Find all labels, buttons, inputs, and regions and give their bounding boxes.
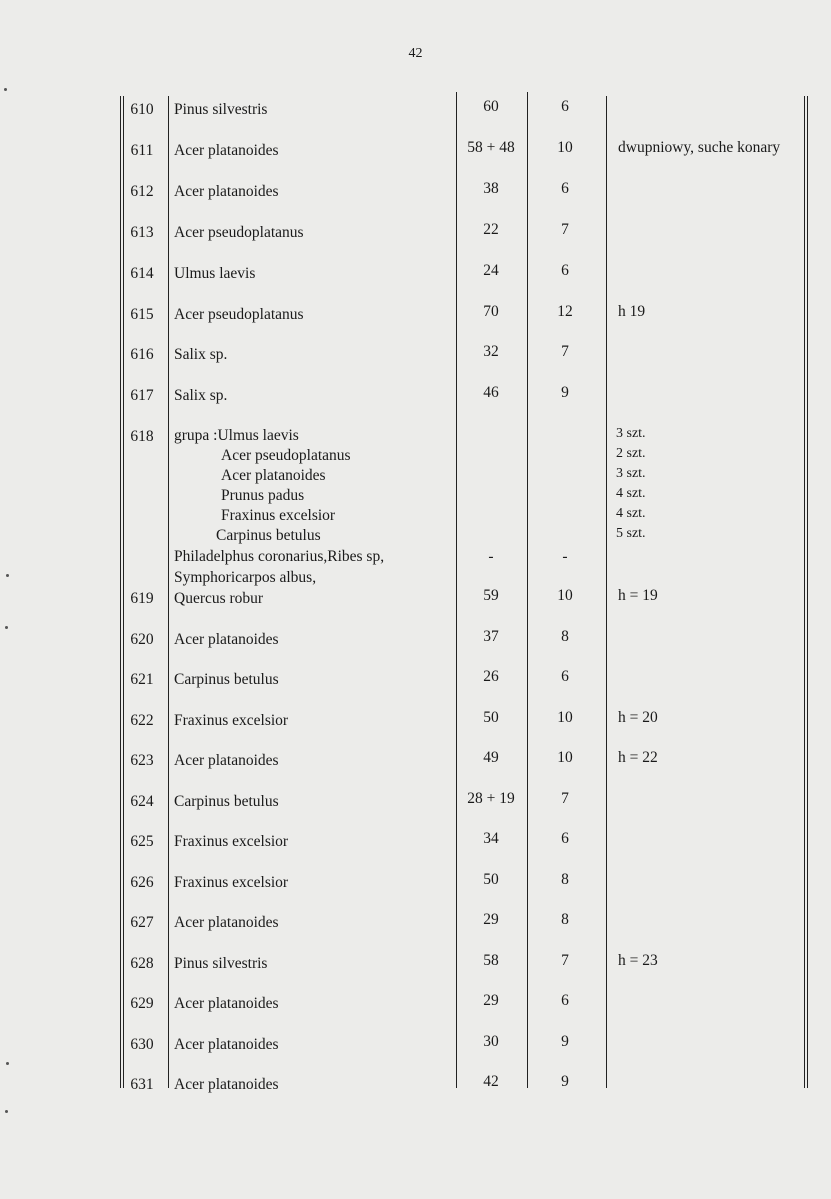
species-cell: Acer platanoides [174, 995, 279, 1012]
group-count: 2 szt. [616, 446, 646, 461]
height-cell: 10 [557, 587, 573, 604]
height-cell: 7 [561, 343, 569, 361]
group-count: 4 szt. [616, 506, 646, 521]
group-member: Acer pseudoplatanus [221, 447, 351, 464]
scan-speck [5, 626, 8, 629]
scan-speck [4, 88, 7, 91]
diameter-cell: 29 [483, 992, 499, 1009]
diameter-cell: 26 [483, 668, 499, 685]
row-number: 616 [130, 346, 154, 364]
group-member: Carpinus betulus [216, 527, 321, 544]
height-cell: 10 [557, 749, 573, 766]
row-number: 619 [130, 590, 154, 607]
height-cell: 10 [557, 138, 573, 156]
row-number: 628 [130, 954, 154, 972]
species-cell: Acer platanoides [174, 1035, 279, 1053]
row-number: 624 [130, 792, 154, 810]
group-member: Fraxinus excelsior [221, 507, 336, 524]
diameter-cell: 28 + 19 [467, 789, 515, 807]
rule-right-inner [807, 96, 808, 1088]
row-number: 626 [130, 873, 154, 891]
species-cell: Pinus silvestris [174, 101, 268, 118]
height-cell: 8 [561, 870, 569, 888]
height-cell: 7 [561, 951, 569, 969]
diameter-cell: 30 [483, 1032, 499, 1050]
row-number: 612 [130, 182, 154, 200]
species-cell: Carpinus betulus [174, 671, 279, 688]
species-cell: Acer platanoides [174, 914, 279, 931]
height-cell: 9 [561, 384, 569, 402]
species-cell: Acer platanoides [174, 752, 279, 769]
rule-diameter-column [527, 92, 528, 1088]
row-number: 622 [130, 711, 154, 729]
row-number: 610 [130, 101, 154, 118]
scan-speck [5, 1110, 8, 1113]
rule-right-outer [804, 96, 805, 1088]
diameter-cell: 50 [483, 708, 499, 726]
diameter-cell: 38 [483, 179, 499, 197]
height-cell: 6 [561, 668, 569, 685]
scan-speck [6, 1062, 9, 1065]
species-cell: Pinus silvestris [174, 954, 268, 972]
group-count: 4 szt. [616, 486, 646, 501]
rule-name-column [456, 92, 457, 1088]
group-count: 3 szt. [616, 466, 646, 481]
group-count: 3 szt. [616, 426, 646, 441]
note-cell: h 19 [618, 302, 646, 320]
species-cell: Fraxinus excelsior [174, 833, 289, 850]
species-cell: Acer platanoides [174, 141, 279, 159]
row-number: 613 [130, 223, 154, 241]
note-cell: h = 23 [618, 951, 658, 969]
height-cell: 7 [561, 789, 569, 807]
species-cell: Salix sp. [174, 346, 228, 364]
height-cell: 10 [557, 708, 573, 726]
height-cell: 8 [561, 627, 569, 645]
height-cell: 6 [561, 179, 569, 197]
row-number: 630 [130, 1035, 154, 1053]
diameter-cell: 70 [483, 302, 499, 320]
group-member: Prunus padus [221, 487, 305, 504]
group-member: Acer platanoides [221, 467, 326, 484]
diameter-cell: 42 [483, 1073, 499, 1090]
diameter-cell: 50 [483, 870, 499, 888]
note-cell: dwupniowy, suche konary [618, 138, 781, 156]
shrubs-line: Symphoricarpos albus, [174, 569, 317, 586]
height-cell: 6 [561, 992, 569, 1009]
row-number: 618 [130, 428, 154, 445]
diameter-cell: 32 [483, 343, 499, 361]
scan-speck [6, 574, 9, 577]
height-cell: 7 [561, 220, 569, 238]
row-number: 615 [130, 305, 154, 323]
diameter-cell: 37 [483, 627, 499, 645]
species-cell: Salix sp. [174, 387, 228, 405]
group-count: 5 szt. [616, 526, 646, 541]
row-number: 629 [130, 995, 154, 1012]
height-cell: 6 [561, 830, 569, 847]
species-cell: Ulmus laevis [174, 264, 256, 282]
height-cell: 8 [561, 911, 569, 928]
note-cell: h = 22 [618, 749, 658, 766]
height-cell: 6 [561, 98, 569, 115]
diameter-cell: 24 [483, 261, 499, 279]
species-cell: Acer platanoides [174, 630, 279, 648]
row-number: 620 [130, 630, 154, 648]
species-cell: Fraxinus excelsior [174, 711, 289, 729]
page-number: 42 [408, 46, 423, 61]
row-number: 611 [130, 141, 154, 159]
diameter-cell: 58 + 48 [467, 138, 515, 156]
group-head: grupa :Ulmus laevis [174, 427, 299, 444]
diameter-cell: 58 [483, 951, 499, 969]
diameter-cell: 29 [483, 911, 499, 928]
diameter-cell: 59 [483, 587, 499, 604]
species-cell: Acer platanoides [174, 1076, 279, 1093]
species-cell: Acer platanoides [174, 182, 279, 200]
shrubs-line: Philadelphus coronarius,Ribes sp, [174, 548, 385, 565]
row-number: 617 [130, 387, 154, 405]
height-cell: - [562, 548, 568, 565]
diameter-cell: 22 [483, 220, 499, 238]
species-cell: Quercus robur [174, 590, 264, 607]
height-cell: 6 [561, 261, 569, 279]
row-number: 621 [130, 671, 154, 688]
rule-height-column [606, 96, 607, 1088]
row-number: 625 [130, 833, 154, 850]
row-number: 623 [130, 752, 154, 769]
diameter-cell: 60 [483, 98, 499, 115]
diameter-cell: 46 [483, 384, 499, 402]
note-cell: h = 20 [618, 708, 658, 726]
species-cell: Acer pseudoplatanus [174, 223, 304, 241]
row-number: 614 [130, 264, 154, 282]
diameter-cell: - [488, 548, 494, 565]
height-cell: 9 [561, 1032, 569, 1050]
species-cell: Acer pseudoplatanus [174, 305, 304, 323]
height-cell: 12 [557, 302, 573, 320]
species-cell: Fraxinus excelsior [174, 873, 289, 891]
row-number: 631 [130, 1076, 154, 1093]
diameter-cell: 34 [483, 830, 499, 847]
diameter-cell: 49 [483, 749, 499, 766]
height-cell: 9 [561, 1073, 569, 1090]
rule-number-column [168, 96, 169, 1088]
row-number: 627 [130, 914, 154, 931]
species-cell: Carpinus betulus [174, 792, 279, 810]
note-cell: h = 19 [618, 587, 658, 604]
